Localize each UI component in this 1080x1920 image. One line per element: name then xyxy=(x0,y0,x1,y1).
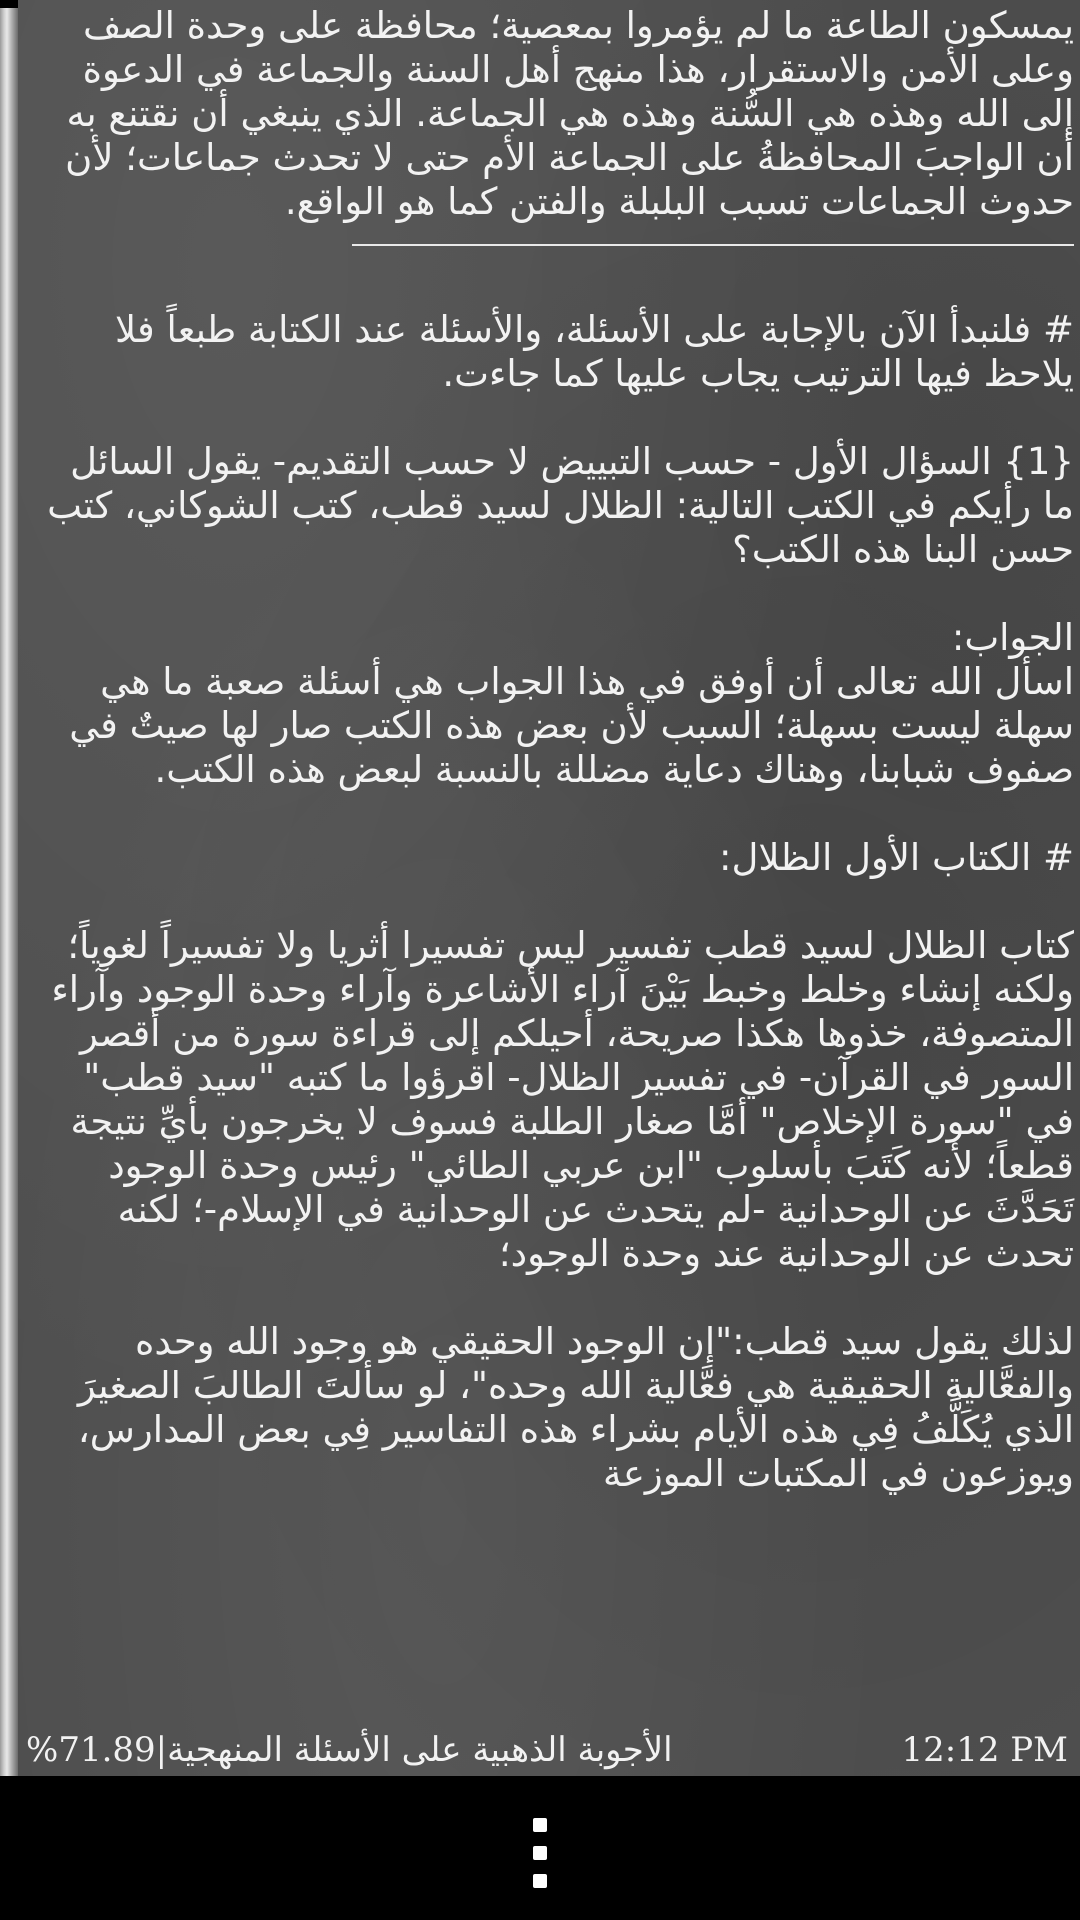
overflow-menu-icon xyxy=(533,1818,547,1832)
overflow-menu-icon xyxy=(533,1846,547,1860)
paragraph-1: يمسكون الطاعة ما لم يؤمروا بمعصية؛ محافظة على وحدة الصف وعلى الأمن والاستقرار، هذا منهج أهل السنة والجماعة في الدعوة إلى الله وهذه هي السُّنة وهذه هي الجماعة. الذي ينبغي أن نقتنع به أن الواجبَ المحافظةُ على الجماعة الأم حتى لا تحدث جماعات؛ لأن حدوث الجماعات تسبب البلبلة والفتن كما هو الواقع. xyxy=(65,4,1074,223)
paragraph-2: # فلنبدأ الآن بالإجابة على الأسئلة، والأسئلة عند الكتابة طبعاً فلا يلاحظ فيها الترتيب يجاب عليها كما جاءت. xyxy=(114,308,1074,395)
reader-status-bar xyxy=(18,1728,1080,1772)
page-stack-edge xyxy=(0,8,18,1776)
section-divider xyxy=(352,244,1074,246)
book-title: الأجوبة الذهبية على الأسئلة المنهجية xyxy=(167,1730,673,1770)
section-heading: # الكتاب الأول الظلال: xyxy=(718,836,1074,879)
paragraph-6: لذلك يقول سيد قطب:"إن الوجود الحقيقي هو وجود الله وحده والفعَّالية الحقيقية هي فعَّالية الله وحده"، لو سألتَ الطالبَ الصغيرَ الذي يُكَلَّفُ فِي هذه الأيام بشراء هذه التفاسير فِي بعض المدارس، ويوزعون في المكتبات الموزعة xyxy=(77,1320,1074,1495)
navigation-bar xyxy=(0,1776,1080,1920)
status-separator: | xyxy=(155,1730,168,1770)
overflow-menu-icon xyxy=(533,1874,547,1888)
paragraph-4-answer: اسأل الله تعالى أن أوفق في هذا الجواب هي أسئلة صعبة ما هي سهلة ليست بسهلة؛ السبب لأن بعض هذه الكتب صار لها صيتٌ في صفوف شبابنا، وهناك دعاية مضللة بالنسبة لبعض هذه الكتب. xyxy=(69,660,1074,791)
reader-page[interactable] xyxy=(18,0,1080,1776)
book-info xyxy=(26,1728,673,1772)
paragraph-3-question: {1} السؤال الأول - حسب التبييض لا حسب التقديم- يقول السائل ما رأيكم في الكتب التالية: الظلال لسيد قطب، كتب الشوكاني، كتب حسن البنا هذه الكتب؟ xyxy=(47,440,1074,571)
answer-heading: الجواب: xyxy=(951,616,1074,659)
paragraph-5: كتاب الظلال لسيد قطب تفسير ليس تفسيرا أثريا ولا تفسيراً لغوياً؛ ولكنه إنشاء وخلط وخبط بَيْنَ آراء الأشاعرة وآراء وحدة الوجود وآراء المتصوفة، خذوها هكذا صريحة، أحيلكم إلى قراءة سورة من أقصر السور في القرآن- في تفسير الظلال- اقرؤوا ما كتبه "سيد قطب" في "سورة الإخلاص" أمَّا صغار الطلبة فسوف لا يخرجون بأيِّ نتيجة قطعاً؛ لأنه كَتَبَ بأسلوب "ابن عربي الطائي" رئيس وحدة الوجود تَحَدَّثَ عن الوحدانية -لم يتحدث عن الوحدانية في الإسلام-؛ لكنه تحدث عن الوحدانية عند وحدة الوجود؛ xyxy=(51,924,1074,1275)
reading-progress: 71.89% xyxy=(26,1730,156,1770)
overflow-menu-button[interactable] xyxy=(510,1818,570,1888)
reader-text xyxy=(30,4,1074,1496)
clock-time: 12:12 PM xyxy=(901,1730,1068,1770)
